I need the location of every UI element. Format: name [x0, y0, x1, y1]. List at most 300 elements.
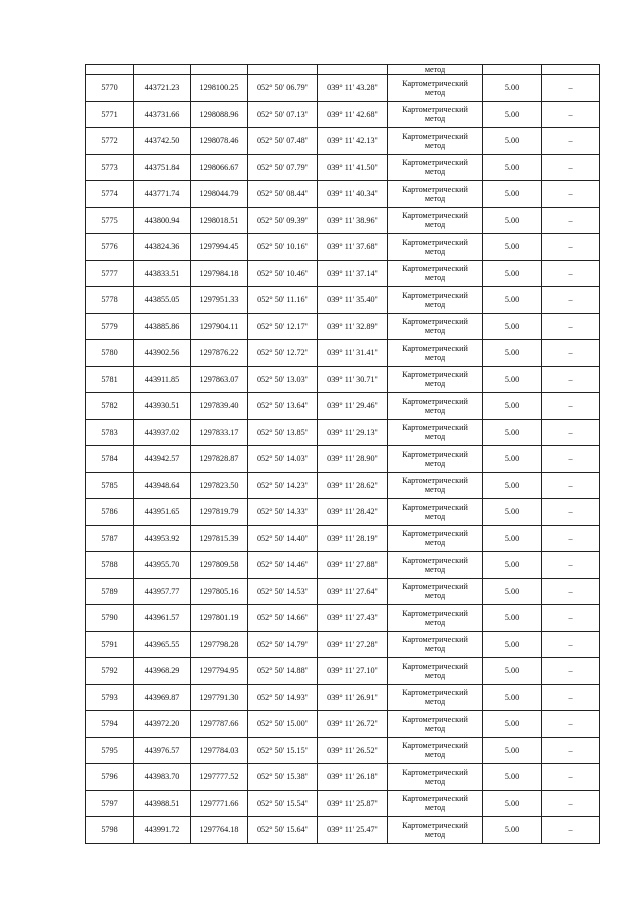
cell-latitude: 052° 50' 15.15" [248, 737, 318, 764]
method-line-1: Картометрический [402, 688, 468, 698]
cell-note: – [542, 525, 600, 552]
cell-x-coordinate: 443885.86 [134, 313, 191, 340]
method-line-2: метод [424, 670, 446, 680]
cell-y-coordinate: 1297798.28 [191, 631, 248, 658]
cell-longitude: 039° 11' 31.41" [318, 340, 388, 367]
cell-point-number: 5793 [86, 684, 134, 711]
method-line-1: Картометрический [402, 131, 468, 141]
cell-note: – [542, 181, 600, 208]
method-line-1: Картометрический [402, 635, 468, 645]
cell-note: – [542, 578, 600, 605]
cell-accuracy: 5.00 [483, 128, 542, 155]
cell-point-number: 5779 [86, 313, 134, 340]
cell-point-number: 5773 [86, 154, 134, 181]
cell-accuracy: 5.00 [483, 75, 542, 102]
cell-note: – [542, 737, 600, 764]
cell-latitude: 052° 50' 10.16" [248, 234, 318, 261]
table-row [86, 817, 600, 844]
cell-method [388, 446, 483, 473]
method-line-2: метод [424, 697, 446, 707]
cell-accuracy: 5.00 [483, 340, 542, 367]
cell-accuracy: 5.00 [483, 260, 542, 287]
cell-longitude: 039° 11' 27.43" [318, 605, 388, 632]
method-line-2: метод [424, 644, 446, 654]
method-line-2: метод [424, 617, 446, 627]
method-line-1: Картометрический [402, 476, 468, 486]
cell-y-coordinate: 1297801.19 [191, 605, 248, 632]
cell-y-coordinate: 1297794.95 [191, 658, 248, 685]
cell-method [388, 101, 483, 128]
cell-method [388, 525, 483, 552]
cell-empty [134, 65, 191, 75]
table-row [86, 393, 600, 420]
cell-empty [86, 65, 134, 75]
cell-latitude: 052° 50' 14.93" [248, 684, 318, 711]
method-line-2: метод [424, 299, 446, 309]
cell-accuracy: 5.00 [483, 737, 542, 764]
cell-y-coordinate: 1298100.25 [191, 75, 248, 102]
cell-latitude: 052° 50' 15.00" [248, 711, 318, 738]
table-row [86, 605, 600, 632]
cell-longitude: 039° 11' 27.64" [318, 578, 388, 605]
method-line-2: метод [424, 114, 446, 124]
cell-method [388, 340, 483, 367]
cell-accuracy: 5.00 [483, 313, 542, 340]
method-line-2: метод [424, 591, 446, 601]
cell-method [388, 737, 483, 764]
method-line-1: Картометрический [402, 396, 468, 406]
table-row [86, 684, 600, 711]
method-line-2: метод [424, 538, 446, 548]
cell-longitude: 039° 11' 27.10" [318, 658, 388, 685]
cell-accuracy: 5.00 [483, 366, 542, 393]
cell-method [388, 75, 483, 102]
cell-note: – [542, 419, 600, 446]
cell-note: – [542, 790, 600, 817]
method-line-2: метод [424, 564, 446, 574]
cell-x-coordinate: 443961.57 [134, 605, 191, 632]
cell-x-coordinate: 443969.87 [134, 684, 191, 711]
cell-method [388, 207, 483, 234]
cell-longitude: 039° 11' 42.68" [318, 101, 388, 128]
cell-latitude: 052° 50' 14.53" [248, 578, 318, 605]
table-row [86, 287, 600, 314]
cell-latitude: 052° 50' 15.38" [248, 764, 318, 791]
cell-note: – [542, 684, 600, 711]
cell-accuracy: 5.00 [483, 234, 542, 261]
cell-x-coordinate: 443742.50 [134, 128, 191, 155]
cell-latitude: 052° 50' 14.66" [248, 605, 318, 632]
cell-point-number: 5780 [86, 340, 134, 367]
method-line-1: Картометрический [402, 423, 468, 433]
cell-note: – [542, 366, 600, 393]
cell-longitude: 039° 11' 41.50" [318, 154, 388, 181]
table-row [86, 525, 600, 552]
cell-x-coordinate: 443991.72 [134, 817, 191, 844]
cell-longitude: 039° 11' 40.34" [318, 181, 388, 208]
method-line-1: Картометрический [402, 158, 468, 168]
cell-latitude: 052° 50' 06.79" [248, 75, 318, 102]
cell-point-number: 5794 [86, 711, 134, 738]
table-row [86, 260, 600, 287]
cell-latitude: 052° 50' 14.40" [248, 525, 318, 552]
method-line-2: метод [424, 485, 446, 495]
cell-accuracy: 5.00 [483, 552, 542, 579]
cell-accuracy: 5.00 [483, 154, 542, 181]
cell-longitude: 039° 11' 29.46" [318, 393, 388, 420]
cell-x-coordinate: 443800.94 [134, 207, 191, 234]
table-row [86, 631, 600, 658]
cell-point-number: 5785 [86, 472, 134, 499]
cell-point-number: 5790 [86, 605, 134, 632]
cell-note: – [542, 154, 600, 181]
cell-accuracy: 5.00 [483, 181, 542, 208]
method-line-1: Картометрический [402, 290, 468, 300]
method-line-1: Картометрический [402, 317, 468, 327]
cell-empty [318, 65, 388, 75]
table-row [86, 764, 600, 791]
cell-note: – [542, 605, 600, 632]
cell-x-coordinate: 443976.57 [134, 737, 191, 764]
cell-point-number: 5776 [86, 234, 134, 261]
method-line-2: метод [424, 193, 446, 203]
table-row [86, 790, 600, 817]
cell-y-coordinate: 1298066.67 [191, 154, 248, 181]
cell-x-coordinate: 443911.85 [134, 366, 191, 393]
cell-method [388, 631, 483, 658]
method-line-2: метод [424, 379, 446, 389]
cell-latitude: 052° 50' 09.39" [248, 207, 318, 234]
cell-y-coordinate: 1297819.79 [191, 499, 248, 526]
cell-x-coordinate: 443972.20 [134, 711, 191, 738]
table-row [86, 446, 600, 473]
cell-latitude: 052° 50' 12.17" [248, 313, 318, 340]
cell-note: – [542, 711, 600, 738]
cell-empty [542, 65, 600, 75]
cell-x-coordinate: 443988.51 [134, 790, 191, 817]
table-row [86, 340, 600, 367]
cell-method [388, 260, 483, 287]
cell-latitude: 052° 50' 14.79" [248, 631, 318, 658]
cell-method [388, 817, 483, 844]
cell-latitude: 052° 50' 07.48" [248, 128, 318, 155]
cell-note: – [542, 658, 600, 685]
cell-x-coordinate: 443968.29 [134, 658, 191, 685]
cell-longitude: 039° 11' 42.13" [318, 128, 388, 155]
cell-note: – [542, 313, 600, 340]
cell-accuracy: 5.00 [483, 817, 542, 844]
cell-point-number: 5789 [86, 578, 134, 605]
method-line-2: метод [424, 803, 446, 813]
cell-y-coordinate: 1297828.87 [191, 446, 248, 473]
cell-y-coordinate: 1297764.18 [191, 817, 248, 844]
cell-point-number: 5774 [86, 181, 134, 208]
cell-x-coordinate: 443731.66 [134, 101, 191, 128]
cell-method [388, 578, 483, 605]
cell-note: – [542, 472, 600, 499]
cell-x-coordinate: 443957.77 [134, 578, 191, 605]
cell-empty [191, 65, 248, 75]
cell-x-coordinate: 443855.05 [134, 287, 191, 314]
cell-x-coordinate: 443902.56 [134, 340, 191, 367]
cell-note: – [542, 101, 600, 128]
cell-accuracy: 5.00 [483, 764, 542, 791]
cell-y-coordinate: 1297833.17 [191, 419, 248, 446]
cell-y-coordinate: 1297823.50 [191, 472, 248, 499]
cell-note: – [542, 393, 600, 420]
cell-longitude: 039° 11' 29.13" [318, 419, 388, 446]
cell-longitude: 039° 11' 27.28" [318, 631, 388, 658]
method-line-2: метод [424, 511, 446, 521]
method-line-2: метод [424, 405, 446, 415]
cell-point-number: 5782 [86, 393, 134, 420]
cell-point-number: 5787 [86, 525, 134, 552]
cell-latitude: 052° 50' 08.44" [248, 181, 318, 208]
cell-accuracy: 5.00 [483, 684, 542, 711]
cell-accuracy: 5.00 [483, 472, 542, 499]
cell-y-coordinate: 1298018.51 [191, 207, 248, 234]
cell-note: – [542, 499, 600, 526]
cell-latitude: 052° 50' 13.85" [248, 419, 318, 446]
cell-longitude: 039° 11' 26.52" [318, 737, 388, 764]
method-line-2: метод [424, 432, 446, 442]
method-line-1: Картометрический [402, 661, 468, 671]
cell-latitude: 052° 50' 12.72" [248, 340, 318, 367]
cell-point-number: 5796 [86, 764, 134, 791]
cell-accuracy: 5.00 [483, 101, 542, 128]
cell-note: – [542, 128, 600, 155]
cell-method [388, 128, 483, 155]
cell-point-number: 5772 [86, 128, 134, 155]
method-line-2: метод [424, 87, 446, 97]
table-row [86, 101, 600, 128]
cell-point-number: 5786 [86, 499, 134, 526]
cell-accuracy: 5.00 [483, 605, 542, 632]
cell-y-coordinate: 1297787.66 [191, 711, 248, 738]
cell-latitude: 052° 50' 07.13" [248, 101, 318, 128]
cell-point-number: 5797 [86, 790, 134, 817]
table-row [86, 366, 600, 393]
cell-y-coordinate: 1297809.58 [191, 552, 248, 579]
method-line-1: Картометрический [402, 370, 468, 380]
cell-latitude: 052° 50' 14.33" [248, 499, 318, 526]
cell-method [388, 366, 483, 393]
cell-method [388, 790, 483, 817]
cell-method [388, 764, 483, 791]
cell-y-coordinate: 1297984.18 [191, 260, 248, 287]
cell-x-coordinate: 443721.23 [134, 75, 191, 102]
cell-latitude: 052° 50' 07.79" [248, 154, 318, 181]
method-line-2: метод [424, 140, 446, 150]
cell-note: – [542, 817, 600, 844]
method-line-1: Картометрический [402, 794, 468, 804]
cell-note: – [542, 207, 600, 234]
cell-method [388, 499, 483, 526]
cell-point-number: 5792 [86, 658, 134, 685]
cell-latitude: 052° 50' 14.88" [248, 658, 318, 685]
cell-y-coordinate: 1297904.11 [191, 313, 248, 340]
method-line-1: Картометрический [402, 184, 468, 194]
method-line-2: метод [424, 829, 446, 839]
cell-empty [248, 65, 318, 75]
cell-note: – [542, 631, 600, 658]
cell-x-coordinate: 443942.57 [134, 446, 191, 473]
cell-y-coordinate: 1298044.79 [191, 181, 248, 208]
cell-method [388, 393, 483, 420]
cell-y-coordinate: 1297791.30 [191, 684, 248, 711]
method-line-1: Картометрический [402, 343, 468, 353]
cell-accuracy: 5.00 [483, 207, 542, 234]
table-row [86, 711, 600, 738]
method-line-1: Картометрический [402, 211, 468, 221]
cell-accuracy: 5.00 [483, 711, 542, 738]
cell-note: – [542, 75, 600, 102]
cell-accuracy: 5.00 [483, 393, 542, 420]
cell-longitude: 039° 11' 38.96" [318, 207, 388, 234]
cell-x-coordinate: 443824.36 [134, 234, 191, 261]
cell-method [388, 313, 483, 340]
cell-point-number: 5770 [86, 75, 134, 102]
cell-longitude: 039° 11' 30.71" [318, 366, 388, 393]
table-row [86, 181, 600, 208]
method-line-1: Картометрический [402, 741, 468, 751]
cell-accuracy: 5.00 [483, 578, 542, 605]
method-line-2: метод [424, 352, 446, 362]
cell-method [388, 419, 483, 446]
table-row-continuation [86, 65, 600, 75]
cell-longitude: 039° 11' 25.47" [318, 817, 388, 844]
cell-point-number: 5798 [86, 817, 134, 844]
cell-latitude: 052° 50' 15.54" [248, 790, 318, 817]
cell-point-number: 5778 [86, 287, 134, 314]
method-line-2: метод [424, 246, 446, 256]
method-line-1: Картометрический [402, 529, 468, 539]
cell-latitude: 052° 50' 11.16" [248, 287, 318, 314]
method-line-1: Картометрический [402, 264, 468, 274]
cell-longitude: 039° 11' 37.14" [318, 260, 388, 287]
cell-method [388, 472, 483, 499]
cell-latitude: 052° 50' 15.64" [248, 817, 318, 844]
cell-point-number: 5781 [86, 366, 134, 393]
method-line-1: Картометрический [402, 555, 468, 565]
cell-latitude: 052° 50' 10.46" [248, 260, 318, 287]
cell-accuracy: 5.00 [483, 419, 542, 446]
cell-y-coordinate: 1297784.03 [191, 737, 248, 764]
cell-point-number: 5788 [86, 552, 134, 579]
cell-note: – [542, 287, 600, 314]
cell-latitude: 052° 50' 13.64" [248, 393, 318, 420]
method-line-1: Картометрический [402, 105, 468, 115]
method-line-1: Картометрический [402, 767, 468, 777]
cell-note: – [542, 552, 600, 579]
cell-method [388, 234, 483, 261]
cell-x-coordinate: 443955.70 [134, 552, 191, 579]
table-row [86, 737, 600, 764]
cell-point-number: 5795 [86, 737, 134, 764]
method-line-2: метод [424, 326, 446, 336]
method-line-2: метод [424, 458, 446, 468]
method-line-2: метод [424, 723, 446, 733]
cell-method [388, 605, 483, 632]
cell-method [388, 711, 483, 738]
method-line-2: метод [424, 776, 446, 786]
cell-latitude: 052° 50' 14.46" [248, 552, 318, 579]
cell-y-coordinate: 1297876.22 [191, 340, 248, 367]
cell-note: – [542, 446, 600, 473]
cell-method-continuation: метод [388, 65, 483, 75]
cell-method [388, 684, 483, 711]
method-line-2: метод [424, 750, 446, 760]
cell-longitude: 039° 11' 37.68" [318, 234, 388, 261]
method-line-2: метод [424, 220, 446, 230]
cell-longitude: 039° 11' 27.88" [318, 552, 388, 579]
cell-y-coordinate: 1297863.07 [191, 366, 248, 393]
cell-longitude: 039° 11' 35.40" [318, 287, 388, 314]
cell-x-coordinate: 443751.84 [134, 154, 191, 181]
cell-x-coordinate: 443965.55 [134, 631, 191, 658]
method-line-1: Картометрический [402, 449, 468, 459]
table-row [86, 128, 600, 155]
cell-longitude: 039° 11' 25.87" [318, 790, 388, 817]
table-row [86, 154, 600, 181]
cell-method [388, 154, 483, 181]
cell-method [388, 658, 483, 685]
cell-x-coordinate: 443930.51 [134, 393, 191, 420]
cell-accuracy: 5.00 [483, 658, 542, 685]
cell-x-coordinate: 443951.65 [134, 499, 191, 526]
cell-method [388, 552, 483, 579]
cell-longitude: 039° 11' 28.62" [318, 472, 388, 499]
cell-note: – [542, 764, 600, 791]
cell-accuracy: 5.00 [483, 790, 542, 817]
cell-y-coordinate: 1297839.40 [191, 393, 248, 420]
table-row [86, 313, 600, 340]
method-line-2: метод [424, 273, 446, 283]
table-row [86, 578, 600, 605]
cell-y-coordinate: 1297771.66 [191, 790, 248, 817]
method-line-1: Картометрический [402, 502, 468, 512]
cell-longitude: 039° 11' 43.28" [318, 75, 388, 102]
table-row [86, 234, 600, 261]
cell-y-coordinate: 1297777.52 [191, 764, 248, 791]
method-line-1: Картометрический [402, 237, 468, 247]
method-line-1: Картометрический [402, 608, 468, 618]
table-row [86, 75, 600, 102]
cell-longitude: 039° 11' 28.19" [318, 525, 388, 552]
cell-method [388, 287, 483, 314]
cell-latitude: 052° 50' 14.23" [248, 472, 318, 499]
cell-accuracy: 5.00 [483, 446, 542, 473]
cell-longitude: 039° 11' 28.42" [318, 499, 388, 526]
method-line-1: Картометрический [402, 820, 468, 830]
cell-longitude: 039° 11' 28.90" [318, 446, 388, 473]
method-line-2: метод [424, 167, 446, 177]
table-row [86, 207, 600, 234]
cell-note: – [542, 234, 600, 261]
cell-x-coordinate: 443833.51 [134, 260, 191, 287]
cell-longitude: 039° 11' 26.72" [318, 711, 388, 738]
cell-accuracy: 5.00 [483, 525, 542, 552]
cell-note: – [542, 260, 600, 287]
cell-accuracy: 5.00 [483, 631, 542, 658]
cell-x-coordinate: 443771.74 [134, 181, 191, 208]
table-row [86, 419, 600, 446]
cell-longitude: 039° 11' 32.89" [318, 313, 388, 340]
cell-point-number: 5771 [86, 101, 134, 128]
table-row [86, 552, 600, 579]
cell-y-coordinate: 1297815.39 [191, 525, 248, 552]
table-row [86, 499, 600, 526]
